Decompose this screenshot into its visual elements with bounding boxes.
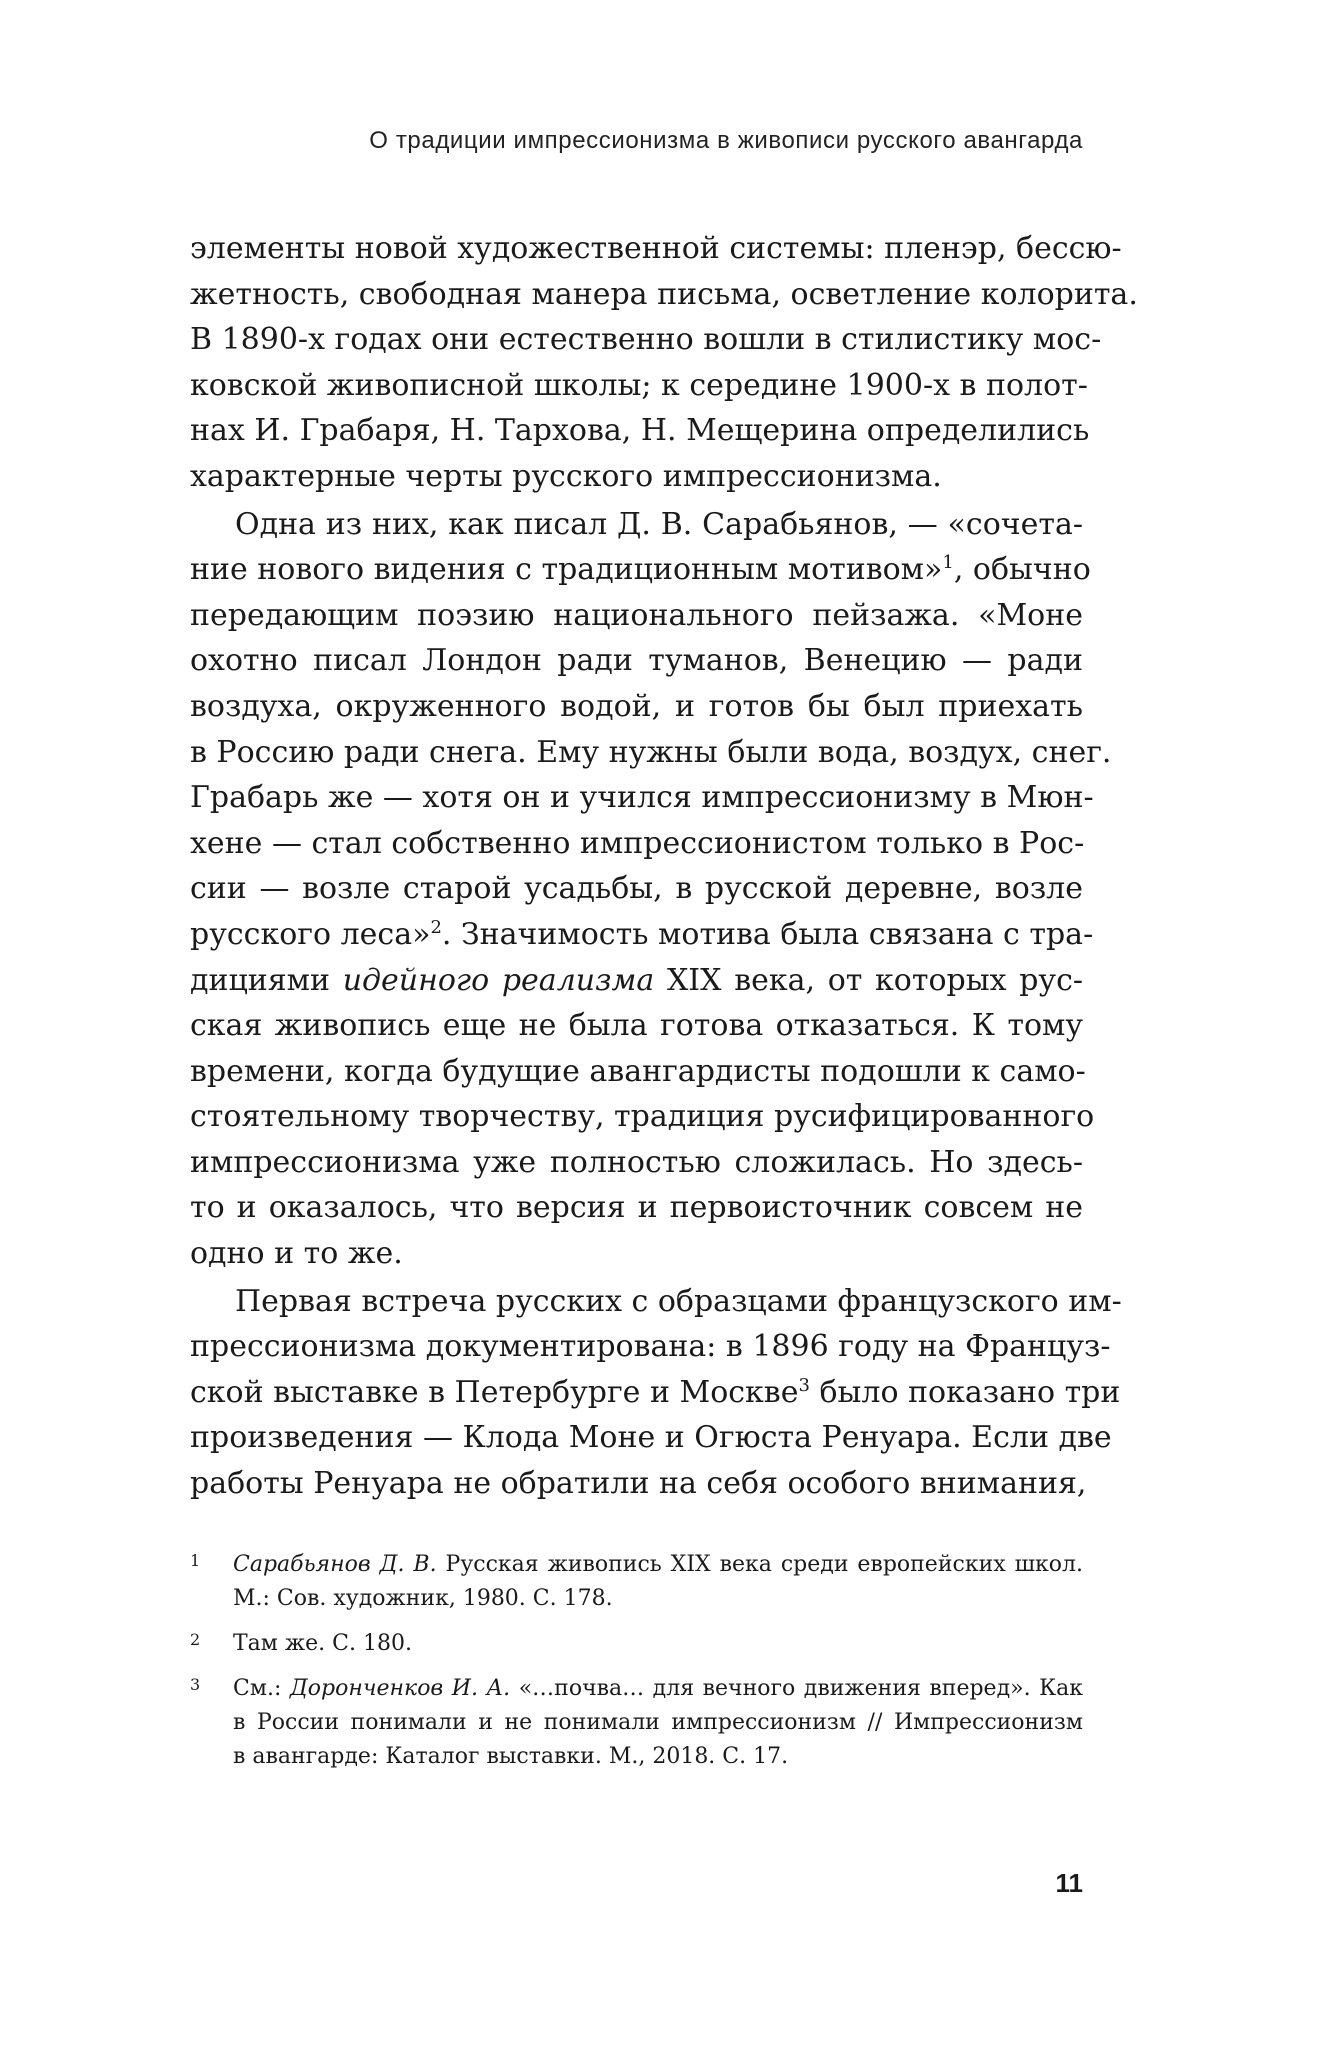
footnote-line: в авангарде: Каталог выставки. М., 2018. С. 17. — [233, 1744, 789, 1769]
text-line: хене — стал собственно импрессионистом только в Рос- — [190, 825, 1085, 861]
text-line: нах И. Грабаря, Н. Тархова, Н. Мещерина определились — [190, 413, 1090, 449]
paragraph-3 — [190, 1279, 1122, 1507]
footnote-2 — [190, 1627, 1083, 1661]
footnote-line: Сарабьянов Д. В. Русская живопись XIX века среди европейских школ. — [233, 1552, 1083, 1577]
text-line: то и оказалось, что версия и первоисточник совсем не — [190, 1190, 1083, 1226]
text-line: воздуха, окруженного водой, и готов бы был приехать — [190, 688, 1083, 724]
footnote-author: Сарабьянов Д. В. — [233, 1552, 437, 1577]
footnote-ref-1[interactable]: 1 — [942, 552, 954, 574]
paragraph-1 — [190, 226, 1138, 500]
text-line: импрессионизма уже полностью сложилась. Но здесь- — [190, 1144, 1083, 1180]
footnote-number: 2 — [190, 1630, 201, 1649]
text-line: прессионизма документирована: в 1896 году на Француз- — [190, 1329, 1111, 1365]
footnote-line: М.: Сов. художник, 1980. С. 178. — [233, 1586, 613, 1611]
text-line: дициями идейного реализма XIX века, от которых рус- — [190, 962, 1084, 998]
text-line: стоятельному творчеству, традиция русифицированного — [190, 1099, 1095, 1135]
text-line: времени, когда будущие авангардисты подошли к само- — [190, 1053, 1086, 1089]
footnote-1 — [190, 1548, 1083, 1616]
text-line: ская живопись еще не была готова отказаться. К тому — [190, 1008, 1083, 1044]
text-line: характерные черты русского импрессионизма. — [190, 458, 942, 494]
text-line: элементы новой художественной системы: пленэр, бессю- — [190, 231, 1122, 266]
text-line: передающим поэзию национального пейзажа. «Моне — [190, 597, 1083, 633]
text-line: жетность, свободная манера письма, осветление колорита. — [190, 276, 1138, 312]
running-head: О традиции импрессионизма в живописи русского авангарда — [369, 127, 1083, 154]
paragraph-2 — [190, 502, 1112, 1277]
footnote-ref-3[interactable]: 3 — [798, 1374, 810, 1396]
footnotes — [190, 1548, 1083, 1785]
footnote-3 — [190, 1672, 1083, 1774]
text-line: сии — возле старой усадьбы, в русской деревне, возле — [190, 871, 1083, 907]
footnote-author: Доронченков И. А. — [289, 1676, 511, 1701]
emphasis: идейного реализма — [342, 962, 655, 998]
text-line: Грабарь же — хотя он и учился импрессионизму в Мюн- — [190, 780, 1094, 816]
text-line: ской выставке в Петербурге и Москве$^3$ было показано три — [190, 1374, 1121, 1410]
footnote-number: 1 — [190, 1551, 201, 1570]
text-line: произведения — Клода Моне и Огюста Ренуара. Если две — [190, 1420, 1112, 1456]
text-line: работы Ренуара не обратили на себя особого внимания, — [190, 1466, 1087, 1502]
text-line: ковской живописной школы; к середине 1900-х в полот- — [190, 367, 1088, 403]
text-line: Одна из них, как писал Д. В. Сарабьянов, — «сочета- — [235, 506, 1083, 542]
text-line: в Россию ради снега. Ему нужны были вода, воздух, снег. — [190, 734, 1112, 770]
footnote-line: в России понимали и не понимали импрессионизм // Импрессионизм — [233, 1710, 1083, 1735]
body-text — [190, 226, 1138, 1507]
footnote-line: Там же. С. 180. — [233, 1631, 412, 1656]
footnote-ref-2[interactable]: 2 — [430, 916, 442, 938]
text-line: Первая встреча русских с образцами французского им- — [235, 1283, 1122, 1319]
text-line: русского леса»$^2$. Значимость мотива была связана с тра- — [190, 916, 1094, 952]
footnote-line: См.: Доронченков И. А. «…почва… для вечного движения вперед». Как — [233, 1676, 1084, 1701]
footnote-number: 3 — [190, 1675, 201, 1694]
text-line: охотно писал Лондон ради туманов, Венецию — ради — [190, 643, 1083, 679]
text-line: одно и то же. — [190, 1236, 403, 1272]
text-line: В 1890-х годах они естественно вошли в стилистику мос- — [190, 322, 1102, 358]
page-number: 11 — [1055, 1868, 1083, 1898]
text-line: ние нового видения с традиционным мотивом»$^1$, обычно — [190, 552, 1091, 588]
